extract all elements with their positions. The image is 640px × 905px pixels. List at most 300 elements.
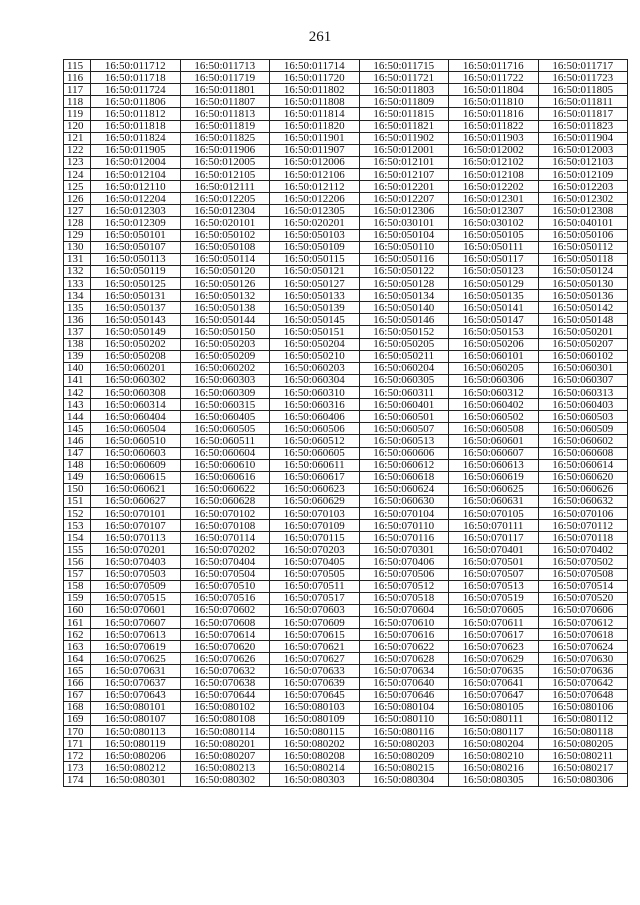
row-number-cell: 156 [64,556,91,568]
cadastral-number-cell: 16:50:050147 [449,314,539,326]
cadastral-number-cell: 16:50:070501 [449,556,539,568]
cadastral-number-cell: 16:50:050204 [270,338,360,350]
cadastral-number-cell: 16:50:080212 [91,762,181,774]
cadastral-number-cell: 16:50:050143 [91,314,181,326]
cadastral-number-cell: 16:50:070642 [538,677,628,689]
table-row [64,508,628,520]
cadastral-number-cell: 16:50:060311 [359,386,449,398]
cadastral-number-cell: 16:50:050115 [270,253,360,265]
cadastral-number-cell: 16:50:011718 [91,72,181,84]
cadastral-number-cell: 16:50:011802 [270,84,360,96]
cadastral-number-cell: 16:50:070515 [91,592,181,604]
cadastral-number-cell: 16:50:060512 [270,435,360,447]
cadastral-number-cell: 16:50:070621 [270,641,360,653]
cadastral-number-cell: 16:50:060622 [180,483,270,495]
cadastral-number-cell: 16:50:012002 [449,144,539,156]
cadastral-number-cell: 16:50:080105 [449,701,539,713]
cadastral-number-cell: 16:50:050111 [449,241,539,253]
table-row [64,471,628,483]
cadastral-number-cell: 16:50:070106 [538,508,628,520]
cadastral-number-cell: 16:50:070618 [538,629,628,641]
row-number-cell: 131 [64,253,91,265]
row-number-cell: 173 [64,762,91,774]
table-row [64,338,628,350]
cadastral-number-cell: 16:50:070104 [359,508,449,520]
cadastral-number-cell: 16:50:060304 [270,374,360,386]
cadastral-number-cell: 16:50:011715 [359,60,449,72]
cadastral-number-cell: 16:50:060405 [180,411,270,423]
cadastral-number-cell: 16:50:012005 [180,156,270,168]
cadastral-number-cell: 16:50:070516 [180,592,270,604]
table-row [64,750,628,762]
cadastral-number-cell: 16:50:070520 [538,592,628,604]
cadastral-number-cell: 16:50:011820 [270,120,360,132]
cadastral-number-cell: 16:50:070603 [270,604,360,616]
page-number: 261 [308,29,332,45]
table-row [64,399,628,411]
cadastral-number-cell: 16:50:060307 [538,374,628,386]
row-number-cell: 149 [64,471,91,483]
cadastral-number-cell: 16:50:070616 [359,629,449,641]
row-number-cell: 119 [64,108,91,120]
cadastral-number-cell: 16:50:080106 [538,701,628,713]
row-number-cell: 165 [64,665,91,677]
cadastral-number-cell: 16:50:011814 [270,108,360,120]
cadastral-number-cell: 16:50:080114 [180,726,270,738]
cadastral-number-cell: 16:50:070109 [270,520,360,532]
cadastral-number-cell: 16:50:012301 [449,193,539,205]
cadastral-number-cell: 16:50:012309 [91,217,181,229]
cadastral-number-cell: 16:50:050152 [359,326,449,338]
row-number-cell: 133 [64,277,91,289]
cadastral-number-cell: 16:50:011717 [538,60,628,72]
row-number-cell: 117 [64,84,91,96]
cadastral-number-cell: 16:50:060312 [449,386,539,398]
table-row [64,556,628,568]
row-number-cell: 120 [64,120,91,132]
cadastral-number-cell: 16:50:012305 [270,205,360,217]
cadastral-number-cell: 16:50:011816 [449,108,539,120]
cadastral-number-cell: 16:50:080209 [359,750,449,762]
cadastral-number-cell: 16:50:060202 [180,362,270,374]
cadastral-number-cell: 16:50:012303 [91,205,181,217]
cadastral-number-cell: 16:50:080117 [449,726,539,738]
cadastral-number-cell: 16:50:011825 [180,132,270,144]
cadastral-number-cell: 16:50:080116 [359,726,449,738]
row-number-cell: 155 [64,544,91,556]
cadastral-number-cell: 16:50:080211 [538,750,628,762]
cadastral-number-cell: 16:50:060624 [359,483,449,495]
cadastral-number-cell: 16:50:050131 [91,290,181,302]
table-row [64,302,628,314]
row-number-cell: 144 [64,411,91,423]
cadastral-number-cell: 16:50:060607 [449,447,539,459]
cadastral-number-cell: 16:50:050153 [449,326,539,338]
table-row [64,665,628,677]
table-row [64,350,628,362]
cadastral-number-cell: 16:50:011810 [449,96,539,108]
cadastral-number-cell: 16:50:070627 [270,653,360,665]
table-row [64,96,628,108]
cadastral-number-cell: 16:50:070508 [538,568,628,580]
cadastral-number-cell: 16:50:012107 [359,168,449,180]
cadastral-number-cell: 16:50:050134 [359,290,449,302]
cadastral-number-cell: 16:50:070505 [270,568,360,580]
cadastral-number-cell: 16:50:080206 [91,750,181,762]
cadastral-number-cell: 16:50:060620 [538,471,628,483]
cadastral-number-cell: 16:50:060313 [538,386,628,398]
row-number-cell: 135 [64,302,91,314]
cadastral-number-cell: 16:50:070638 [180,677,270,689]
cadastral-number-cell: 16:50:011805 [538,84,628,96]
row-number-cell: 152 [64,508,91,520]
cadastral-number-cell: 16:50:050108 [180,241,270,253]
cadastral-number-cell: 16:50:070406 [359,556,449,568]
table-row [64,629,628,641]
cadastral-number-cell: 16:50:080303 [270,774,360,786]
table-row [64,108,628,120]
cadastral-number-cell: 16:50:011712 [91,60,181,72]
table-row [64,132,628,144]
cadastral-number-cell: 16:50:070301 [359,544,449,556]
cadastral-number-cell: 16:50:050130 [538,277,628,289]
cadastral-number-cell: 16:50:070643 [91,689,181,701]
cadastral-number-cell: 16:50:012308 [538,205,628,217]
cadastral-number-cell: 16:50:060609 [91,459,181,471]
cadastral-number-cell: 16:50:011819 [180,120,270,132]
cadastral-number-cell: 16:50:011807 [180,96,270,108]
cadastral-number-cell: 16:50:070512 [359,580,449,592]
cadastral-number-cell: 16:50:070202 [180,544,270,556]
row-number-cell: 125 [64,181,91,193]
cadastral-number-cell: 16:50:070101 [91,508,181,520]
cadastral-number-cell: 16:50:050150 [180,326,270,338]
row-number-cell: 139 [64,350,91,362]
cadastral-number-cell: 16:50:050118 [538,253,628,265]
cadastral-number-cell: 16:50:060626 [538,483,628,495]
cadastral-number-cell: 16:50:050128 [359,277,449,289]
cadastral-number-cell: 16:50:012203 [538,181,628,193]
cadastral-number-cell: 16:50:050103 [270,229,360,241]
cadastral-number-cell: 16:50:030101 [359,217,449,229]
cadastral-number-cell: 16:50:080217 [538,762,628,774]
cadastral-number-cell: 16:50:011907 [270,144,360,156]
table-row [64,156,628,168]
table-row [64,774,628,786]
cadastral-number-cell: 16:50:080306 [538,774,628,786]
table-row [64,604,628,616]
cadastral-number-cell: 16:50:080207 [180,750,270,762]
cadastral-number-cell: 16:50:011722 [449,72,539,84]
cadastral-number-cell: 16:50:050110 [359,241,449,253]
table-body [64,60,628,787]
cadastral-number-cell: 16:50:070624 [538,641,628,653]
cadastral-number-cell: 16:50:050123 [449,265,539,277]
cadastral-number-cell: 16:50:060101 [449,350,539,362]
cadastral-number-cell: 16:50:080118 [538,726,628,738]
cadastral-number-cell: 16:50:050141 [449,302,539,314]
cadastral-number-cell: 16:50:060510 [91,435,181,447]
cadastral-number-cell: 16:50:060406 [270,411,360,423]
cadastral-number-cell: 16:50:050129 [449,277,539,289]
table-row [64,423,628,435]
table-row [64,580,628,592]
table-row [64,677,628,689]
row-number-cell: 162 [64,629,91,641]
cadastral-number-cell: 16:50:070609 [270,617,360,629]
cadastral-number-cell: 16:50:060302 [91,374,181,386]
cadastral-number-cell: 16:50:060602 [538,435,628,447]
row-number-cell: 174 [64,774,91,786]
table-row [64,193,628,205]
cadastral-number-cell: 16:50:070519 [449,592,539,604]
cadastral-number-cell: 16:50:011719 [180,72,270,84]
cadastral-number-cell: 16:50:011824 [91,132,181,144]
table-row [64,411,628,423]
cadastral-number-cell: 16:50:011714 [270,60,360,72]
cadastral-number-cell: 16:50:070610 [359,617,449,629]
cadastral-number-cell: 16:50:070112 [538,520,628,532]
cadastral-number-cell: 16:50:050139 [270,302,360,314]
cadastral-number-cell: 16:50:060606 [359,447,449,459]
table-row [64,290,628,302]
cadastral-number-cell: 16:50:012306 [359,205,449,217]
cadastral-number-cell: 16:50:050209 [180,350,270,362]
cadastral-number-cell: 16:50:011904 [538,132,628,144]
cadastral-number-cell: 16:50:060310 [270,386,360,398]
cadastral-number-cell: 16:50:050151 [270,326,360,338]
cadastral-number-cell: 16:50:011720 [270,72,360,84]
row-number-cell: 126 [64,193,91,205]
row-number-cell: 151 [64,495,91,507]
cadastral-number-cell: 16:50:070611 [449,617,539,629]
cadastral-number-cell: 16:50:050145 [270,314,360,326]
cadastral-number-cell: 16:50:050122 [359,265,449,277]
cadastral-number-cell: 16:50:050117 [449,253,539,265]
table-row [64,72,628,84]
cadastral-number-cell: 16:50:070509 [91,580,181,592]
cadastral-number-cell: 16:50:060401 [359,399,449,411]
cadastral-number-cell: 16:50:020201 [270,217,360,229]
cadastral-number-cell: 16:50:070633 [270,665,360,677]
row-number-cell: 161 [64,617,91,629]
cadastral-number-cell: 16:50:011903 [449,132,539,144]
cadastral-number-cell: 16:50:011812 [91,108,181,120]
row-number-cell: 168 [64,701,91,713]
cadastral-number-cell: 16:50:080112 [538,713,628,725]
cadastral-number-cell: 16:50:060630 [359,495,449,507]
cadastral-number-cell: 16:50:070631 [91,665,181,677]
cadastral-number-cell: 16:50:011902 [359,132,449,144]
cadastral-number-cell: 16:50:012110 [91,181,181,193]
table-row [64,435,628,447]
cadastral-number-cell: 16:50:070608 [180,617,270,629]
cadastral-number-cell: 16:50:080202 [270,738,360,750]
cadastral-number-cell: 16:50:070103 [270,508,360,520]
cadastral-numbers-table [63,59,628,787]
table-row [64,483,628,495]
cadastral-number-cell: 16:50:070110 [359,520,449,532]
table-row [64,653,628,665]
cadastral-number-cell: 16:50:020101 [180,217,270,229]
table-row [64,314,628,326]
table-row [64,144,628,156]
row-number-cell: 146 [64,435,91,447]
cadastral-number-cell: 16:50:011813 [180,108,270,120]
table-row [64,326,628,338]
table-row [64,592,628,604]
cadastral-number-cell: 16:50:050207 [538,338,628,350]
row-number-cell: 145 [64,423,91,435]
row-number-cell: 163 [64,641,91,653]
cadastral-number-cell: 16:50:080304 [359,774,449,786]
cadastral-number-cell: 16:50:070517 [270,592,360,604]
table-row [64,205,628,217]
cadastral-number-cell: 16:50:060601 [449,435,539,447]
cadastral-number-cell: 16:50:070637 [91,677,181,689]
cadastral-number-cell: 16:50:080216 [449,762,539,774]
cadastral-number-cell: 16:50:012111 [180,181,270,193]
table-row [64,253,628,265]
cadastral-number-cell: 16:50:050125 [91,277,181,289]
cadastral-number-cell: 16:50:060628 [180,495,270,507]
cadastral-number-cell: 16:50:070111 [449,520,539,532]
table-row [64,726,628,738]
table-row [64,386,628,398]
cadastral-number-cell: 16:50:060102 [538,350,628,362]
table-row [64,362,628,374]
row-number-cell: 171 [64,738,91,750]
cadastral-number-cell: 16:50:070203 [270,544,360,556]
row-number-cell: 123 [64,156,91,168]
row-number-cell: 138 [64,338,91,350]
table-row [64,241,628,253]
cadastral-number-cell: 16:50:060511 [180,435,270,447]
cadastral-number-cell: 16:50:011724 [91,84,181,96]
cadastral-number-cell: 16:50:011822 [449,120,539,132]
cadastral-number-cell: 16:50:050132 [180,290,270,302]
cadastral-number-cell: 16:50:060614 [538,459,628,471]
row-number-cell: 147 [64,447,91,459]
cadastral-number-cell: 16:50:070604 [359,604,449,616]
cadastral-number-cell: 16:50:012003 [538,144,628,156]
cadastral-number-cell: 16:50:080109 [270,713,360,725]
row-number-cell: 158 [64,580,91,592]
cadastral-number-cell: 16:50:050114 [180,253,270,265]
table-row [64,459,628,471]
cadastral-number-cell: 16:50:011811 [538,96,628,108]
cadastral-number-cell: 16:50:011804 [449,84,539,96]
cadastral-number-cell: 16:50:060605 [270,447,360,459]
cadastral-number-cell: 16:50:060604 [180,447,270,459]
table-row [64,495,628,507]
cadastral-number-cell: 16:50:011808 [270,96,360,108]
cadastral-number-cell: 16:50:080113 [91,726,181,738]
cadastral-number-cell: 16:50:012104 [91,168,181,180]
cadastral-number-cell: 16:50:070507 [449,568,539,580]
cadastral-number-cell: 16:50:070615 [270,629,360,641]
cadastral-number-cell: 16:50:080205 [538,738,628,750]
cadastral-number-cell: 16:50:080213 [180,762,270,774]
cadastral-number-cell: 16:50:080104 [359,701,449,713]
table-row [64,374,628,386]
table-row [64,641,628,653]
row-number-cell: 142 [64,386,91,398]
cadastral-number-cell: 16:50:011721 [359,72,449,84]
cadastral-number-cell: 16:50:050116 [359,253,449,265]
cadastral-number-cell: 16:50:050104 [359,229,449,241]
cadastral-number-cell: 16:50:080210 [449,750,539,762]
cadastral-number-cell: 16:50:070506 [359,568,449,580]
cadastral-number-cell: 16:50:012004 [91,156,181,168]
cadastral-number-cell: 16:50:050149 [91,326,181,338]
cadastral-number-cell: 16:50:070113 [91,532,181,544]
cadastral-number-cell: 16:50:050136 [538,290,628,302]
cadastral-number-cell: 16:50:070625 [91,653,181,665]
cadastral-number-cell: 16:50:060502 [449,411,539,423]
row-number-cell: 121 [64,132,91,144]
cadastral-number-cell: 16:50:011815 [359,108,449,120]
row-number-cell: 118 [64,96,91,108]
cadastral-number-cell: 16:50:070102 [180,508,270,520]
cadastral-number-cell: 16:50:012108 [449,168,539,180]
cadastral-number-cell: 16:50:050109 [270,241,360,253]
cadastral-number-cell: 16:50:070403 [91,556,181,568]
cadastral-number-cell: 16:50:011906 [180,144,270,156]
cadastral-number-cell: 16:50:060509 [538,423,628,435]
cadastral-number-cell: 16:50:030102 [449,217,539,229]
table-row [64,738,628,750]
cadastral-number-cell: 16:50:050124 [538,265,628,277]
cadastral-number-cell: 16:50:012307 [449,205,539,217]
cadastral-number-cell: 16:50:050146 [359,314,449,326]
table-row [64,265,628,277]
cadastral-number-cell: 16:50:060627 [91,495,181,507]
row-number-cell: 124 [64,168,91,180]
cadastral-number-cell: 16:50:060403 [538,399,628,411]
cadastral-number-cell: 16:50:070602 [180,604,270,616]
cadastral-number-cell: 16:50:050208 [91,350,181,362]
cadastral-number-cell: 16:50:060316 [270,399,360,411]
cadastral-number-cell: 16:50:070118 [538,532,628,544]
cadastral-number-cell: 16:50:080203 [359,738,449,750]
row-number-cell: 134 [64,290,91,302]
row-number-cell: 159 [64,592,91,604]
cadastral-number-cell: 16:50:080101 [91,701,181,713]
cadastral-number-cell: 16:50:050205 [359,338,449,350]
cadastral-number-cell: 16:50:070636 [538,665,628,677]
table-row [64,120,628,132]
cadastral-number-cell: 16:50:012205 [180,193,270,205]
cadastral-number-cell: 16:50:070646 [359,689,449,701]
cadastral-number-cell: 16:50:060506 [270,423,360,435]
cadastral-number-cell: 16:50:070647 [449,689,539,701]
cadastral-number-cell: 16:50:050113 [91,253,181,265]
cadastral-number-cell: 16:50:070623 [449,641,539,653]
cadastral-number-cell: 16:50:070601 [91,604,181,616]
table-row [64,713,628,725]
cadastral-number-cell: 16:50:011821 [359,120,449,132]
cadastral-number-cell: 16:50:012101 [359,156,449,168]
table-row [64,447,628,459]
cadastral-number-cell: 16:50:070629 [449,653,539,665]
table-row [64,277,628,289]
cadastral-number-cell: 16:50:070607 [91,617,181,629]
row-number-cell: 157 [64,568,91,580]
cadastral-number-cell: 16:50:012304 [180,205,270,217]
cadastral-number-cell: 16:50:070622 [359,641,449,653]
cadastral-number-cell: 16:50:070613 [91,629,181,641]
